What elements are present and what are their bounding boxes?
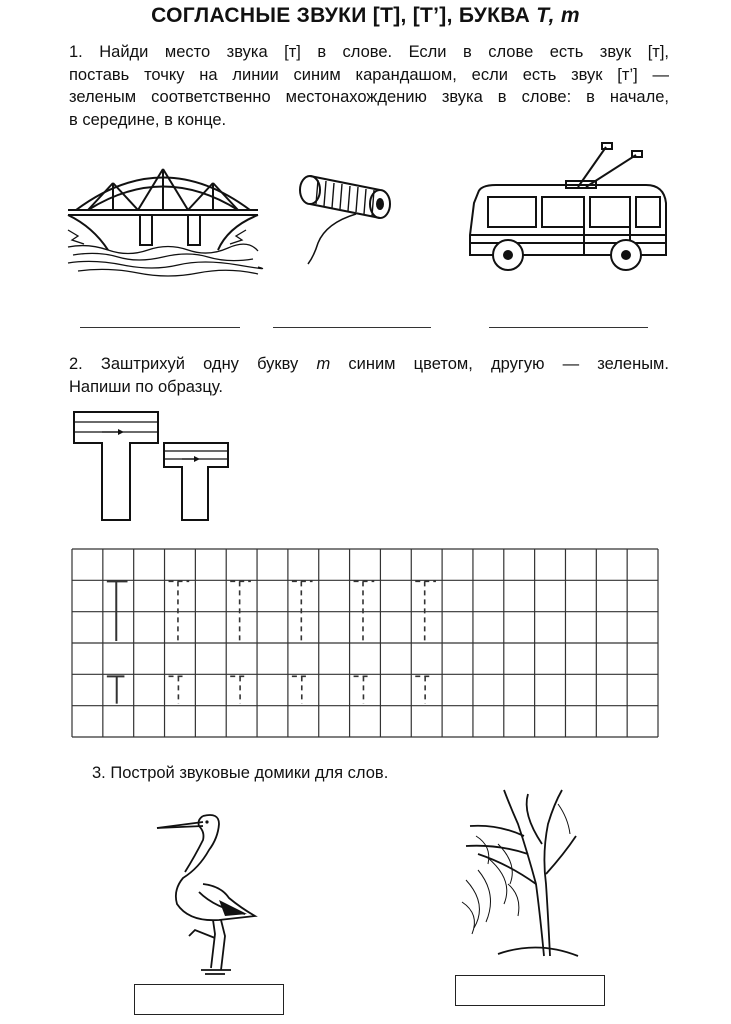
trolleybus-picture — [466, 143, 671, 271]
stork-picture — [155, 812, 265, 980]
task1-text — [69, 41, 669, 131]
writing-grid[interactable] — [72, 549, 658, 737]
title-main: СОГЛАСНЫЕ ЗВУКИ [Т], [Т’], БУКВА — [151, 4, 537, 27]
task2-line-2: Напиши по образцу. — [69, 377, 223, 396]
task1-line-1: 1. Найди место звука [т] в слове. Если в слове есть звук [т], — [69, 43, 669, 61]
task2-line-1-end: синим цветом, другую — зеленым. — [330, 355, 669, 373]
task1-line-3: зеленым соответственно местонахождению звука в слове: в начале, — [69, 88, 669, 106]
capital-t-outline[interactable] — [74, 412, 158, 520]
word-box-stork[interactable] — [134, 984, 284, 1015]
thread-spool-picture — [296, 168, 402, 268]
lowercase-t-outline[interactable] — [164, 443, 228, 520]
answer-line-2[interactable] — [273, 327, 431, 328]
tree-in-wind-picture — [458, 784, 578, 960]
task1-line-2: поставь точку на линии синим карандашом, если есть звук [т’] — — [69, 65, 669, 84]
task2-line-1 — [69, 353, 669, 376]
task3-text — [92, 762, 512, 785]
word-box-tree[interactable] — [455, 975, 605, 1006]
task2-line-1-start: 2. Заштрихуй одну букву — [69, 355, 317, 373]
bridge-picture — [68, 155, 258, 277]
page-title — [0, 4, 731, 28]
task3-line: 3. Построй звуковые домики для слов. — [92, 764, 389, 782]
title-letters: Т, т — [536, 4, 580, 27]
answer-line-1[interactable] — [80, 327, 240, 328]
task2-letter: т — [316, 355, 331, 373]
letter-outlines — [72, 410, 242, 525]
task2-text — [69, 353, 669, 398]
task1-line-4: в середине, в конце. — [69, 110, 227, 129]
answer-line-3[interactable] — [489, 327, 648, 328]
